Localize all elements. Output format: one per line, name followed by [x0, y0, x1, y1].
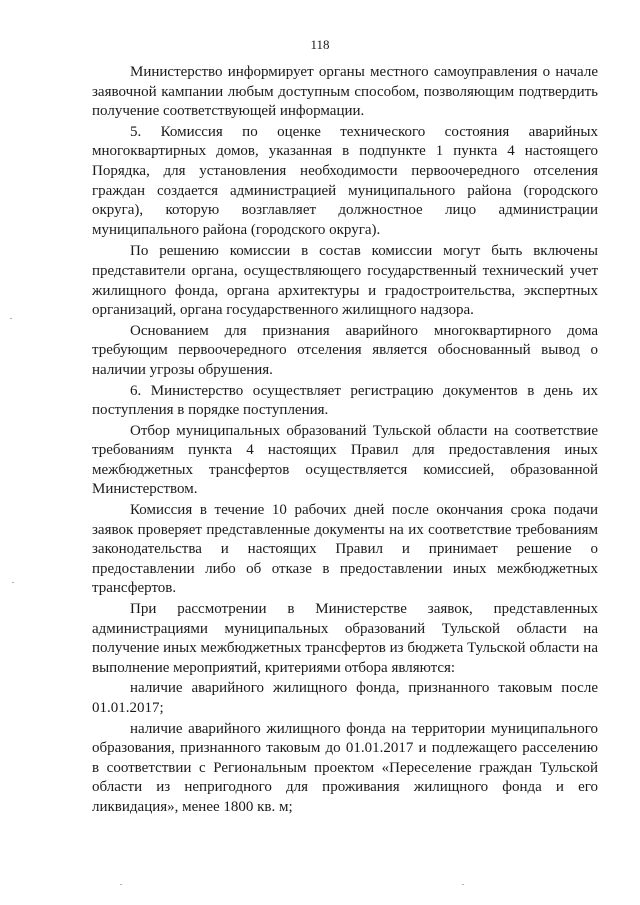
paragraph-commission-creation: 5. Комиссия по оценке технического состояния аварийных многоквартирных домов, указанная в подпункте 1 пункта 4 настоящего Порядка, для установления необходимости первоочередного отселения граждан создается администрацией муниципального района (городского округа), которую возглавляет должностное лицо администрации муниципального района (городского округа).	[92, 123, 598, 238]
paragraph-commission-members: По решению комиссии в состав комиссии могут быть включены представители органа, осуществляющего государственный технический учет жилищного фонда, органа архитектуры и градостроительства, экспертных организаций, органа государственного жилищного надзора.	[92, 243, 598, 319]
paragraph-campaign-notice: Министерство информирует органы местного самоуправления о начале заявочной кампании любым доступным способом, позволяющим подтвердить получение соответствующей информации.	[92, 64, 598, 120]
paragraph-selection-criteria-intro: При рассмотрении в Министерстве заявок, представленных администрациями муниципальных образований Тульской области на получение иных межбюджетных трансфертов из бюджета Тульской области на выполнение мероприятий, критериями отбора являются:	[92, 601, 598, 676]
scan-speck	[10, 318, 12, 319]
page-number: 118	[310, 37, 330, 52]
scan-speck	[462, 884, 464, 885]
paragraph-selection-of-municipalities: Отбор муниципальных образований Тульской области на соответствие требованиям пункта 4 настоящих Правил для предоставления иных межбюджетных трансфертов осуществляется комиссией, образованной Министерством.	[92, 422, 598, 498]
paragraph-commission-review: Комиссия в течение 10 рабочих дней после окончания срока подачи заявок проверяет представленные документы на их соответствие требованиям законодательства и настоящих Правил и принимает решение о предоставлении либо об отказе в предоставлении иных межбюджетных трансфертов.	[92, 502, 598, 597]
paragraph-document-registration: 6. Министерство осуществляет регистрацию документов в день их поступления в порядке поступления.	[92, 382, 598, 419]
paragraph-criterion-before-2017: наличие аварийного жилищного фонда на территории муниципального образования, признанного таковым до 01.01.2017 и подлежащего расселению в соответствии с Региональным проектом «Переселение граждан Тульской области из непригодного для проживания жилищного фонда и его ликвидация», менее 1800 кв. м;	[92, 720, 598, 815]
scan-speck	[120, 884, 122, 885]
scan-speck	[12, 582, 14, 583]
paragraph-grounds-for-recognition: Основанием для признания аварийного многоквартирного дома требующим первоочередного отселения является обоснованный вывод о наличии угрозы обрушения.	[92, 322, 598, 378]
paragraph-criterion-after-2017: наличие аварийного жилищного фонда, признанного таковым после 01.01.2017;	[92, 680, 598, 716]
document-body	[92, 63, 598, 818]
